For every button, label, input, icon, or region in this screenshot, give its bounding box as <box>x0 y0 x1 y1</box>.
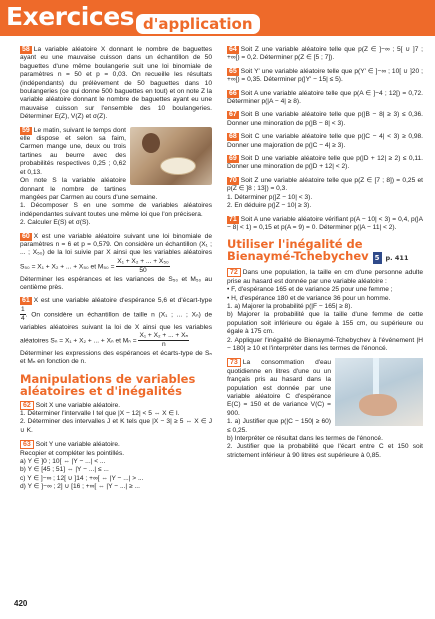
lesson-ref-badge: 5 <box>374 254 380 263</box>
exercise-text: Soit A une variable aléatoire telle que p(A ∈ ]−4 ; 12[) = 0,72. Déterminer p(|A − 4| ≥ 8). <box>227 89 423 106</box>
exercise-text: Soit X une variable aléatoire. <box>35 401 121 409</box>
section-title-text: Utiliser l'inégalité de Bienaymé-Tchebychev <box>227 237 369 264</box>
exercise-number: 67 <box>229 111 237 119</box>
item-c: c) Y ∈ ]−∞ ; 12[ ∪ ]14 ; +∞[ ⇔ |Y − ...| > ... <box>20 474 144 482</box>
exercise-number: 60 <box>22 232 30 240</box>
right-column <box>227 46 423 465</box>
exercise-text: X est une variable aléatoire d'espérance 5,6 et d'écart-type <box>33 297 212 305</box>
exercise-number: 69 <box>229 155 237 163</box>
mean-label: Mₙ = <box>122 337 137 345</box>
exercise-question: Déterminer les expressions des espérances et écarts-type de Sₙ et Mₙ en fonction de n. <box>20 349 212 366</box>
exercise-text: Soit Y' une variable aléatoire telle que p(Y' ∈ ]−∞ ; 10[ ∪ ]20 ; +∞[) = 0,35. Déterminer p(|Y' − 15| ≤ 5). <box>227 67 423 84</box>
exercise-number: 70 <box>229 176 237 184</box>
question-1b: b) Majorer la probabilité que la taille d'une femme de cette population soit inférieure ou égale à 155 cm, ou supérieure ou égale à 175 cm. <box>227 311 423 336</box>
exercise-number: 62 <box>20 401 34 410</box>
exercise-number: 68 <box>229 133 237 141</box>
left-column <box>20 46 212 497</box>
exercise-text: Soit D une variable aléatoire telle que p(|D + 12| ≥ 2) ≤ 0,11. Donner une minoration de p(|D + 12| < 2). <box>227 155 423 171</box>
exercise-text: Soit Y une variable aléatoire. <box>35 441 120 449</box>
exercise-number: 65 <box>229 67 237 75</box>
exercise-number: 71 <box>229 215 237 223</box>
exercise-text: X est une variable aléatoire suivant une loi binomiale de paramètres n = 6 et p = 0,579. On considère un échantillon (X₁ ; ... ; X₅₀) de la loi suivie par X ainsi que les variables aléatoires S₅₀ = X₁ + X₂ + ... + X₅₀ et M₅₀ = <box>20 232 212 271</box>
question-2: 2. En déduire p(|Z − 10| ≥ 3). <box>227 202 312 210</box>
exercise-number: 66 <box>229 89 237 97</box>
item-a: a) Y ∈ ]0 ; 10[ ⇔ |Y − ...| < ... <box>20 458 106 466</box>
section-title: Manipulations de variables aléatoires et d'inégalités <box>20 371 196 398</box>
exercise-question: Déterminer les espérances et les variances de S₅₀ et M₅₀ au centième près. <box>20 275 212 291</box>
breakfast-photo <box>130 127 212 185</box>
exercise-text: Dans une population, la taille en cm d'une personne adulte prise au hasard est donnée par une variable aléatoire : <box>227 269 423 285</box>
exercise-text: Soit Z une variable aléatoire telle que p(Z ∈ [7 ; 8]) = 0,25 et p(Z ∈ ]8 ; 13]) = 0,3. <box>227 176 423 193</box>
exercise-73 <box>227 358 423 460</box>
exercise-number: 64 <box>229 46 237 53</box>
fraction: $\frac{\text{X₁ + X₂ + ... + Xₙ}}{n}$ <box>139 332 189 349</box>
exercise-text: Soit C une variable aléatoire telle que p(|C − 4| < 3) ≥ 0,98. Donner une majoration de p(|C − 4| ≥ 3). <box>227 133 423 149</box>
exercise-number: 59 <box>22 126 30 134</box>
question-1b: b) Interpréter ce résultat dans les termes de l'énoncé. <box>227 435 383 443</box>
exercise-text: Soit A une variable aléatoire vérifiant p(A − 10| < 3) = 0,4, p(|A − 8| < 1) = 0,15 et p(A = 9) = 0. Déterminer p(|A − 11| < 2). <box>227 215 423 231</box>
exercise-text: Soit Z une variable aléatoire telle que p(Z ∈ ]−∞ ; 5[ ∪ ]7 ; +∞[) = 0,2. Déterminer p(Z ∈ [5 ; 7]). <box>227 46 423 62</box>
exercise-62 <box>20 401 212 436</box>
exercise-61 <box>20 297 212 366</box>
exercise-70 <box>227 177 423 211</box>
lesson-page-ref: p. 411 <box>385 254 409 263</box>
question-2: 2. Justifier que la probabilité que l'écart entre C et 150 soit strictement inférieur à 90 litres est supérieure à 0,85. <box>227 443 423 459</box>
item-d: d) Y ∈ ]−∞ ; 2] ∪ [16 ; +∞[ ⇔ |Y − ...| ≥ ... <box>20 483 140 491</box>
question-2: 2. Calculer E(S) et σ(S). <box>20 219 91 227</box>
exercise-number: 63 <box>20 440 34 449</box>
exercise-69 <box>227 155 423 172</box>
question-1a: 1. a) Justifier que p(|C − 150| ≥ 60) ≤ 0,25. <box>227 418 331 434</box>
exercise-66 <box>227 90 423 107</box>
exercise-text-cont: . On considère un échantillon de taille n (X₁ ; ... ; Xₙ) de variables aléatoires suivant la loi de X ainsi que les variables aléatoires Sₙ = X₁ + X₂ + ... + Xₙ et <box>20 311 212 345</box>
exercise-text: Le matin, suivant le temps dont elle dispose et selon sa faim, Carmen mange une, deux ou trois tartines au beurre avec des probabilités respectives 0,25 ; 0,62 et 0,13. <box>20 126 126 176</box>
exercise-58 <box>20 46 212 122</box>
exercise-65 <box>227 68 423 85</box>
question-2: 2. Déterminer des intervalles J et K tels que |X − 3| ≥ 5 ⇔ X ∈ J ∪ K. <box>20 418 212 434</box>
exercise-note: On note S la variable aléatoire donnant le nombre de tartines mangées par Carmen au cours d'une semaine. <box>20 177 158 201</box>
header-badge: d'application <box>134 12 262 36</box>
exercise-text: La consommation d'eau quotidienne en litres d'une ou un français pris au hasard dans la population est donnée par une variable aléatoire C d'espérance E(C) = 150 et de variance V(C) = 900. <box>227 359 331 417</box>
question-1: 1. Décomposer S en une somme de variables aléatoires indépendantes suivant toutes une même loi que l'on précisera. <box>20 202 212 218</box>
section-title <box>227 238 423 264</box>
exercise-59 <box>20 127 212 228</box>
exercise-intro: Recopier et compléter les pointillés. <box>20 449 125 457</box>
exercise-number: 72 <box>227 268 241 277</box>
exercise-text: Soit B une variable aléatoire telle que p(|B − 8| ≥ 3) ≤ 0,36. Donner une minoration de p(|B − 8| < 3). <box>227 111 423 127</box>
exercise-60 <box>20 233 212 293</box>
water-tap-photo <box>335 358 423 426</box>
exercise-67 <box>227 111 423 128</box>
page-title: Exercices <box>6 2 135 31</box>
question-1: 1. Déterminer p(|Z − 10| < 3). <box>227 193 313 201</box>
page-number: 420 <box>14 599 28 608</box>
question-1: 1. Déterminer l'intervalle I tel que |X − 12| < 5 ⇔ X ∈ I. <box>20 410 180 418</box>
exercise-text: La variable aléatoire X donnant le nombre de baguettes ayant eu une mauvaise cuisson dans un échantillon de 50 baguettes d'une même boulangerie suit une loi binomiale de paramètres n = 50 et p = 0,03. On recueille les résultats (indépendants) du prélèvement de 50 baguettes dans 10 boulangeries (ce qui donne 500 baguettes en tout) et on note Z la variable aléatoire donnant le nombre de baguettes ayant eu une mauvaise cuisson sur l'ensemble des 10 boulangeries. Déterminer E(Z), V(Z) et σ(Z). <box>20 46 212 121</box>
page-header <box>0 0 435 42</box>
item-b: b) Y ∈ [45 ; 51] ⇔ |Y − ...| ≤ ... <box>20 466 109 474</box>
exercise-number: 58 <box>22 46 30 53</box>
exercise-68 <box>227 133 423 150</box>
exercise-71 <box>227 216 423 233</box>
fraction: $\frac{\text{X₁ + X₂ + ... + X₅₀}}{50}$ <box>117 257 169 275</box>
exercise-72 <box>227 268 423 353</box>
exercise-64 <box>227 46 423 63</box>
exercise-63 <box>20 440 212 491</box>
exercise-number: 73 <box>227 358 241 367</box>
question-2: 2. Appliquer l'inégalité de Bienaymé-Tchebychev à l'événement |H − 180| ≥ 10 et l'interpréter dans les termes de l'énoncé. <box>227 336 423 352</box>
bullet-1: • F, d'espérance 165 et de variance 25 pour une femme ; <box>227 286 393 294</box>
bullet-2: • H, d'espérance 180 et de variance 36 pour un homme. <box>227 294 391 302</box>
fraction: $\frac{1}{4}$ <box>21 305 25 323</box>
question-1a: 1. a) Majorer la probabilité p(|F − 165| ≥ 8). <box>227 302 353 310</box>
exercise-number: 61 <box>22 297 30 305</box>
